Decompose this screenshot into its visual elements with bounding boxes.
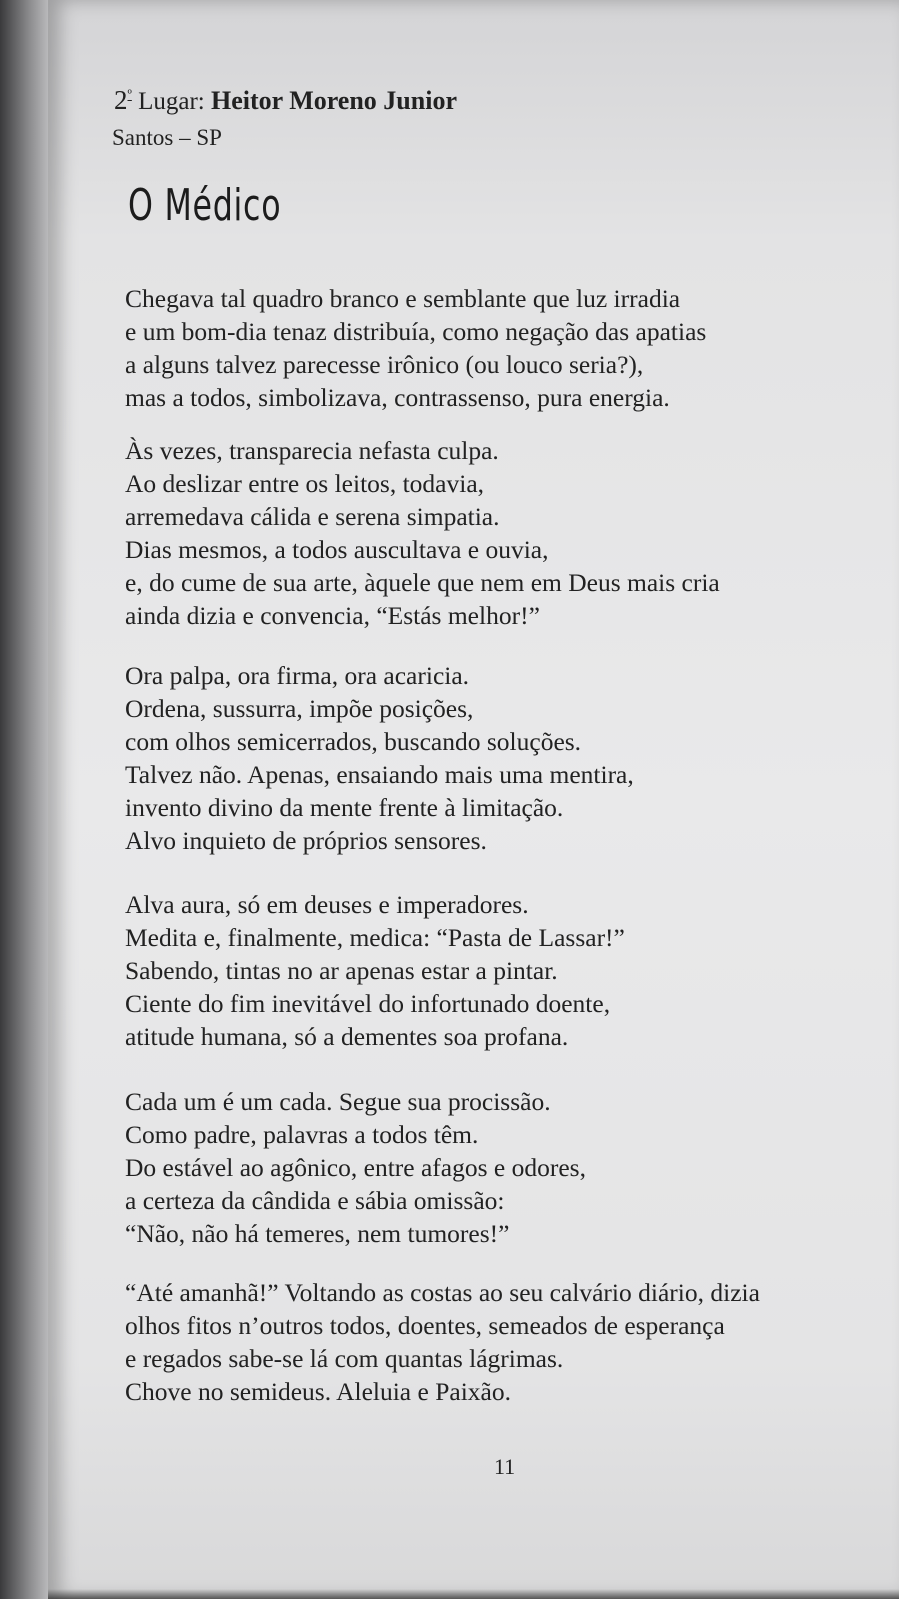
poem-line: a alguns talvez parecesse irônico (ou louco seria?), xyxy=(125,350,644,379)
poem-title: O Médico xyxy=(128,180,282,231)
stanza-6 xyxy=(125,1276,760,1408)
poem-line: Alvo inquieto de próprios sensores. xyxy=(125,826,487,855)
stanza-4 xyxy=(125,888,625,1053)
poem-line: Ordena, sussurra, impõe posições, xyxy=(125,694,474,723)
place-number: 2 xyxy=(114,85,128,115)
author-name: Heitor Moreno Junior xyxy=(210,86,457,115)
page-edge-shadow xyxy=(0,0,48,1599)
author-line xyxy=(114,81,457,117)
poem-line: “Até amanhã!” Voltando as costas ao seu calvário diário, dizia xyxy=(125,1278,760,1307)
poem-line: olhos fitos n’outros todos, doentes, semeados de esperança xyxy=(125,1311,725,1340)
poem-line: Ora palpa, ora firma, ora acaricia. xyxy=(125,661,470,690)
poem-line: a certeza da cândida e sábia omissão: xyxy=(125,1186,505,1215)
poem-line: Dias mesmos, a todos auscultava e ouvia, xyxy=(125,535,549,564)
poem-line: Talvez não. Apenas, ensaiando mais uma mentira, xyxy=(125,760,634,789)
poem-line: ainda dizia e convencia, “Estás melhor!” xyxy=(125,601,540,630)
poem-line: Chove no semideus. Aleluia e Paixão. xyxy=(125,1377,511,1406)
poem-line: com olhos semicerrados, buscando soluções. xyxy=(125,727,582,756)
stanza-3 xyxy=(125,659,634,857)
poem-line: Ao deslizar entre os leitos, todavia, xyxy=(125,469,485,498)
poem-line: Alva aura, só em deuses e imperadores. xyxy=(125,890,529,919)
poem-line: invento divino da mente frente à limitação. xyxy=(125,793,564,822)
poem-line: Sabendo, tintas no ar apenas estar a pintar. xyxy=(125,956,558,985)
page-number: 11 xyxy=(494,1454,516,1479)
poem-line: e um bom-dia tenaz distribuía, como negação das apatias xyxy=(125,317,707,346)
page-bottom-shadow xyxy=(48,1589,899,1599)
poem-line: atitude humana, só a dementes soa profana. xyxy=(125,1022,569,1051)
place-label: Lugar: xyxy=(131,88,211,115)
stanza-1 xyxy=(125,282,706,414)
poem-line: Como padre, palavras a todos têm. xyxy=(125,1120,479,1149)
stanza-2 xyxy=(125,434,720,632)
author-city: Santos – SP xyxy=(112,125,222,150)
stanza-5 xyxy=(125,1085,586,1250)
poem-line: Cada um é um cada. Segue sua procissão. xyxy=(125,1087,551,1116)
book-page xyxy=(48,0,899,1599)
poem-line: Chegava tal quadro branco e semblante que luz irradia xyxy=(125,284,681,313)
poem-line: Medita e, finalmente, medica: “Pasta de Lassar!” xyxy=(125,923,625,952)
poem-line: arremedava cálida e serena simpatia. xyxy=(125,502,500,531)
poem-line: Às vezes, transparecia nefasta culpa. xyxy=(125,436,499,465)
poem-line: e, do cume de sua arte, àquele que nem em Deus mais cria xyxy=(125,568,720,597)
poem-line: Do estável ao agônico, entre afagos e odores, xyxy=(125,1153,586,1182)
poem-line: “Não, não há temeres, nem tumores!” xyxy=(125,1219,510,1248)
poem-line: e regados sabe-se lá com quantas lágrimas. xyxy=(125,1344,564,1373)
poem-line: Ciente do fim inevitável do infortunado doente, xyxy=(125,989,611,1018)
place-ordinal: º xyxy=(127,88,132,103)
poem-line: mas a todos, simbolizava, contrassenso, pura energia. xyxy=(125,383,670,412)
